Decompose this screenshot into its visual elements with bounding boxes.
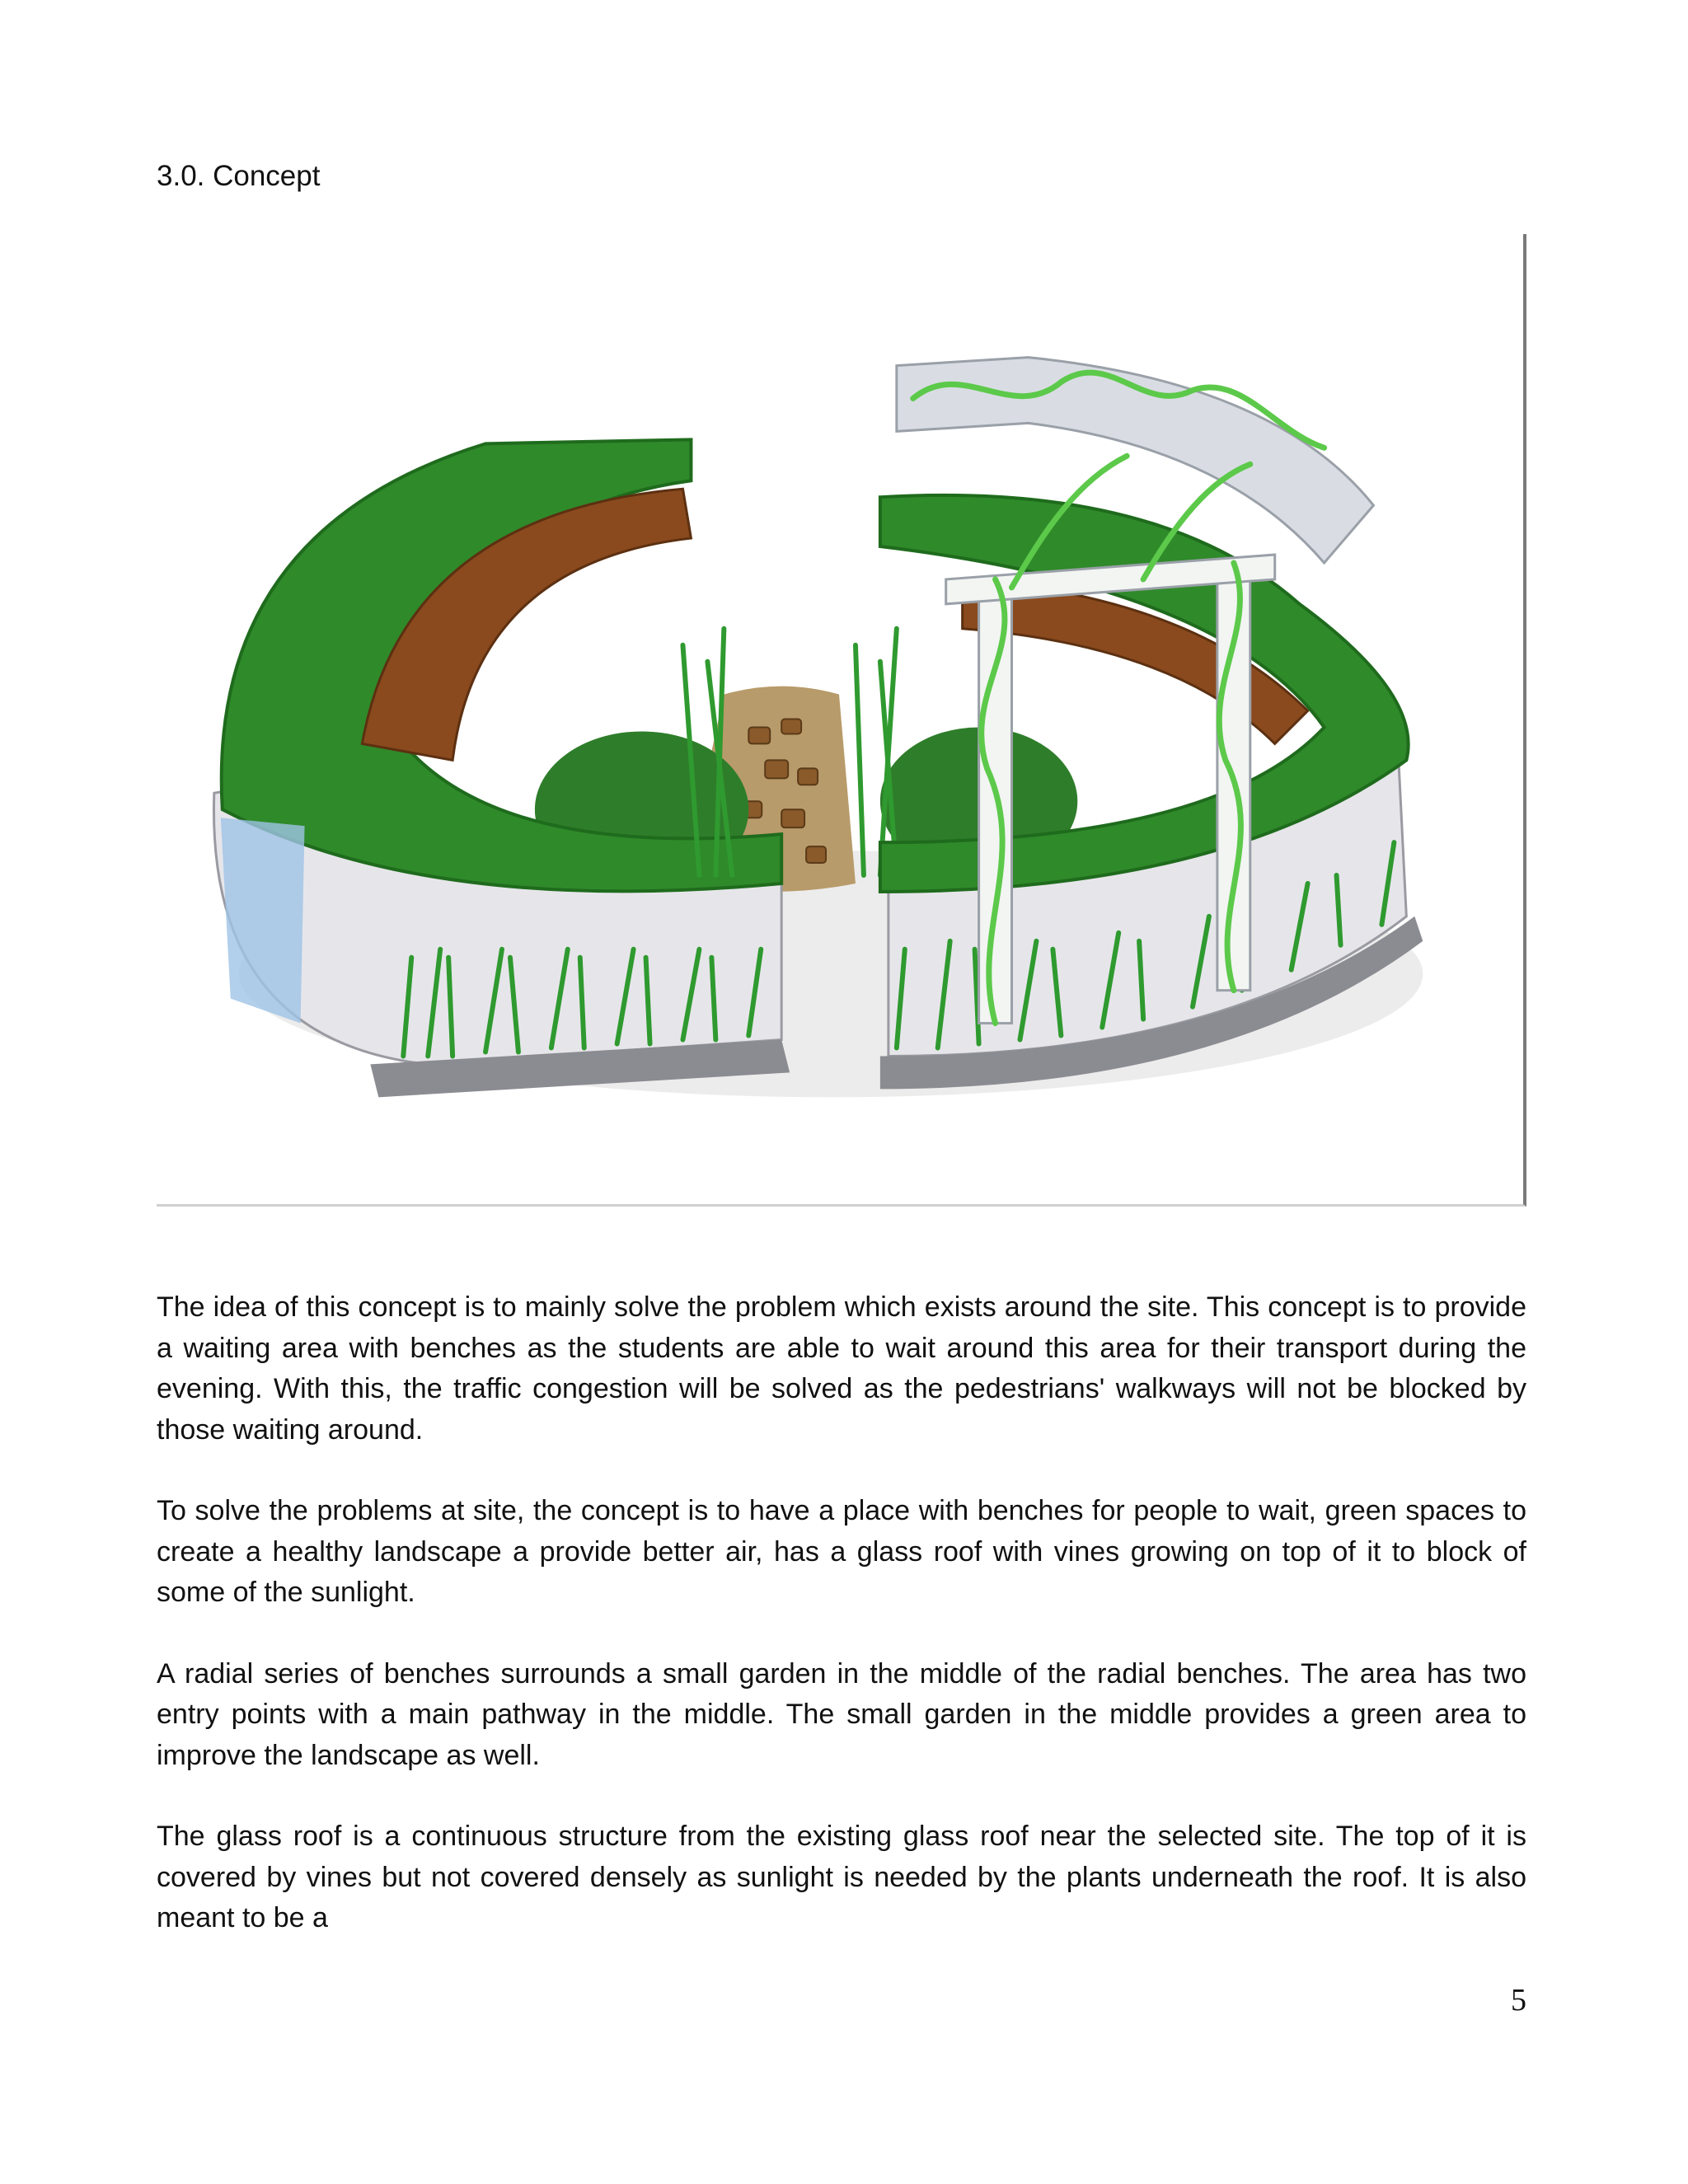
garden-sketch-illustration [157,234,1523,1204]
paragraph-2: To solve the problems at site, the concept is to have a place with benches for people to wait, green spaces to create a healthy landscape a provide better air, has a glass roof with vines growing on top of it to block of some of the sunlight. [157,1495,1526,1608]
concept-sketch-figure [157,234,1526,1207]
paragraph-3: A radial series of benches surrounds a small garden in the middle of the radial benches. The area has two entry points with a main pathway in the middle. The small garden in the middle provides a green area to improve the landscape as well. [157,1657,1526,1771]
section-heading: 3.0. Concept [157,160,321,192]
page-number: 5 [1511,1983,1526,2018]
body-text [157,1287,1526,1980]
paragraph-1: The idea of this concept is to mainly solve the problem which exists around the site. This concept is to provide a waiting area with benches as the students are able to wait around this area for their transport during the evening. With this, the traffic congestion will be solved as the pedestrians' walkways will not be blocked by those waiting around. [157,1291,1526,1446]
paragraph-4: The glass roof is a continuous structure from the existing glass roof near the selected site. The top of it is covered by vines but not covered densely as sunlight is needed by the plants underneath the roof. It is also meant to be a [157,1821,1526,1933]
left-waterfall [221,818,305,1023]
